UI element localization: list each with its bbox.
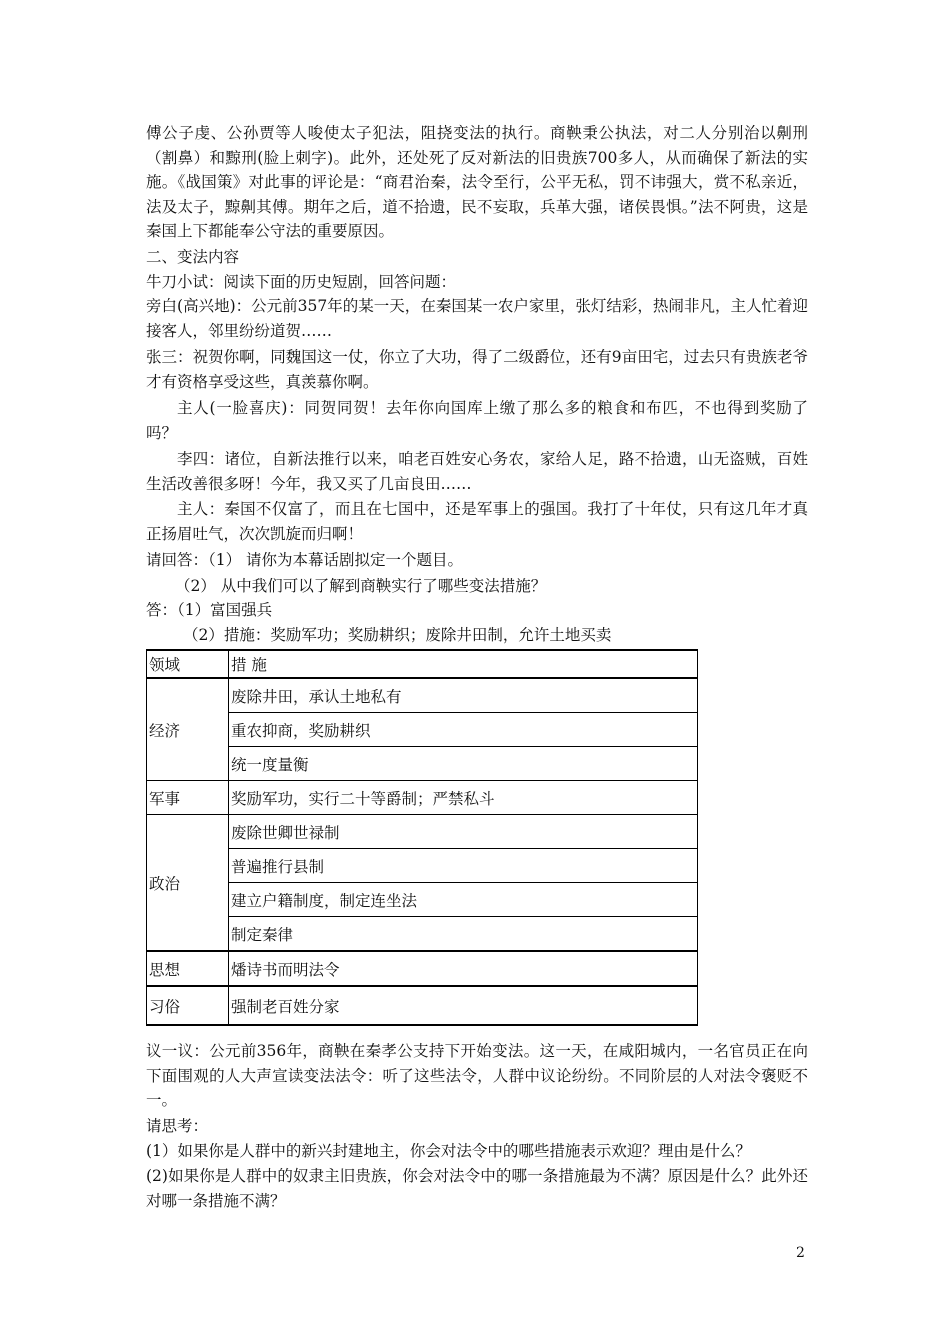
table-row xyxy=(147,713,698,747)
field-economy: 经济 xyxy=(147,678,229,781)
table-row xyxy=(147,678,698,713)
discussion-paragraph: 议一议：公元前356年，商鞅在秦孝公支持下开始变法。这一天，在咸阳城内，一名官员正在向下面围观的人大声宣读变法法令：听了这些法令，人群中议论纷纷。不同阶层的人对法令褒贬不一。 xyxy=(146,1042,808,1109)
lisi-line: 李四：诸位，自新法推行以来，咱老百姓安心务农，家给人足，路不拾遗，山无盗贼，百姓生活改善很多呀！今年，我又买了几亩良田…… xyxy=(146,450,808,493)
header-measure: 措 施 xyxy=(229,650,698,678)
intro-paragraph: 傅公子虔、公孙贾等人唆使太子犯法，阻挠变法的执行。商鞅秉公执法，对二人分别治以劓刑（割鼻）和黥刑(脸上刺字)。此外，还处死了反对新法的旧贵族700多人，从而确保了新法的实施。《战国策》对此事的评论是：“商君治秦，法令至行，公平无私，罚不讳强大，赏不私亲近，法及太子，黥劓其傅。期年之后，道不拾遗，民不妄取，兵革大强，诸侯畏惧。”法不阿贵，这是秦国上下都能奉公守法的重要原因。 xyxy=(146,124,808,240)
measure-cell: 统一度量衡 xyxy=(229,747,698,781)
question-2: （2） 从中我们可以了解到商鞅实行了哪些变法措施？ xyxy=(175,577,547,595)
measure-cell: 燔诗书而明法令 xyxy=(229,951,698,986)
measure-cell: 废除井田，承认土地私有 xyxy=(229,678,698,713)
table-row xyxy=(147,781,698,815)
table-row xyxy=(147,815,698,849)
measure-cell: 建立户籍制度，制定连坐法 xyxy=(229,883,698,917)
measure-cell: 普遍推行县制 xyxy=(229,849,698,883)
measure-cell: 强制老百姓分家 xyxy=(229,986,698,1025)
table-row xyxy=(147,951,698,986)
measure-cell: 制定秦律 xyxy=(229,917,698,952)
field-politics: 政治 xyxy=(147,815,229,952)
field-custom: 习俗 xyxy=(147,986,229,1025)
exercise-intro: 牛刀小试：阅读下面的历史短剧，回答问题： xyxy=(146,273,457,291)
host-line-2: 主人：秦国不仅富了，而且在七国中，还是军事上的强国。我打了十年仗，只有这几年才真正扬眉吐气，次次凯旋而归啊！ xyxy=(146,500,808,543)
table-row xyxy=(147,883,698,917)
measure-cell: 废除世卿世禄制 xyxy=(229,815,698,849)
section-heading: 二、变法内容 xyxy=(146,248,240,266)
page-number: 2 xyxy=(796,1245,805,1261)
answer-1: 答：（1）富国强兵 xyxy=(146,601,273,619)
field-military: 军事 xyxy=(147,781,229,815)
measure-cell: 奖励军功，实行二十等爵制；严禁私斗 xyxy=(229,781,698,815)
zhangsan-line: 张三：祝贺你啊，同魏国这一仗，你立了大功，得了二级爵位，还有9亩田宅，过去只有贵族老爷才有资格享受这些，真羡慕你啊。 xyxy=(146,348,808,391)
think-question-2: (2)如果你是人群中的奴隶主旧贵族，你会对法令中的哪一条措施最为不满？原因是什么？此外还对哪一条措施不满？ xyxy=(146,1167,808,1210)
table-header-row xyxy=(147,650,698,678)
host-line-1: 主人(一脸喜庆)：同贺同贺！去年你向国库上缴了那么多的粮食和布匹，不也得到奖励了吗？ xyxy=(146,399,808,442)
narrator-line: 旁白(高兴地)：公元前357年的某一天，在秦国某一农户家里，张灯结彩，热闹非凡，主人忙着迎接客人，邻里纷纷道贺…… xyxy=(146,297,808,340)
table-row xyxy=(147,849,698,883)
measure-cell: 重农抑商，奖励耕织 xyxy=(229,713,698,747)
table-row xyxy=(147,917,698,952)
question-1: 请回答：（1） 请你为本幕话剧拟定一个题目。 xyxy=(146,551,464,569)
think-heading: 请思考： xyxy=(146,1117,209,1135)
header-field: 领域 xyxy=(147,650,229,678)
field-thought: 思想 xyxy=(147,951,229,986)
table-row xyxy=(147,747,698,781)
table-row xyxy=(147,986,698,1025)
answer-2: （2）措施：奖励军功；奖励耕织；废除井田制，允许土地买卖 xyxy=(183,626,612,644)
think-question-1: (1）如果你是人群中的新兴封建地主，你会对法令中的哪些措施表示欢迎？理由是什么？ xyxy=(146,1142,751,1160)
reform-measures-table xyxy=(146,649,698,1026)
